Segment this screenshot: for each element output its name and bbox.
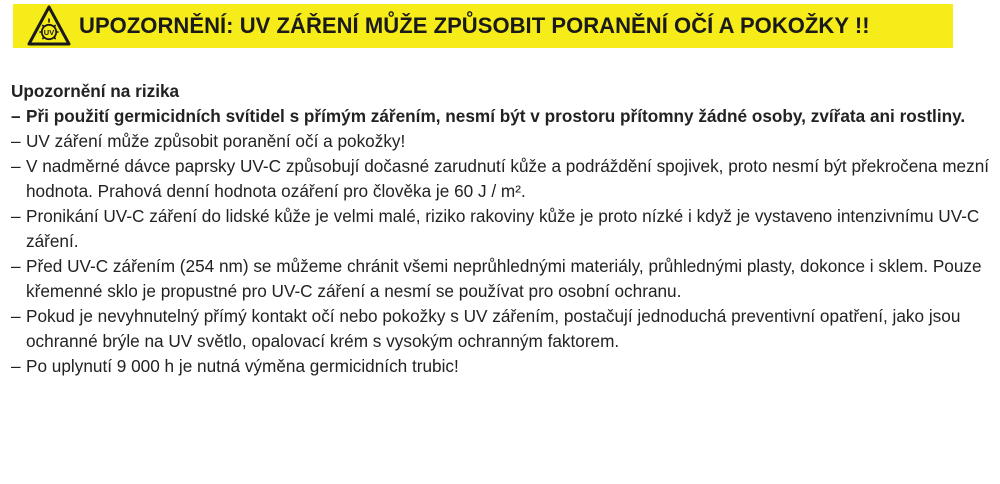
list-dash: – xyxy=(11,156,21,176)
list-item xyxy=(11,104,991,129)
list-item xyxy=(11,154,991,204)
list-item-text: Pronikání UV-C záření do lidské kůže je velmi malé, riziko rakoviny kůže je proto nízké i když je vystaveno intenzivnímu UV-C záření. xyxy=(26,206,980,251)
list-item-text: Při použití germicidních svítidel s přímým zářením, nesmí být v prostoru přítomny žádné osoby, zvířata ani rostliny. xyxy=(26,106,966,126)
list-dash: – xyxy=(11,256,21,276)
list-item-text: Po uplynutí 9 000 h je nutná výměna germicidních trubic! xyxy=(26,356,459,376)
list-dash: – xyxy=(11,356,21,376)
list-dash: – xyxy=(11,106,21,126)
list-item xyxy=(11,254,991,304)
list-item xyxy=(11,304,991,354)
list-dash: – xyxy=(11,206,21,226)
risk-section xyxy=(11,79,991,379)
list-item-text: V nadměrné dávce paprsky UV-C způsobují dočasné zarudnutí kůže a podráždění spojivek, proto nesmí být překročena mezní hodnota. Prahová denní hodnota ozáření pro člověka je 60 J / m². xyxy=(26,156,990,201)
risk-list xyxy=(11,104,991,379)
list-item-text: Pokud je nevyhnutelný přímý kontakt očí nebo pokožky s UV zářením, postačují jednoduchá preventivní opatření, jako jsou ochranné brýle na UV světlo, opalovací krém s vysokým ochranným faktorem. xyxy=(26,306,961,351)
list-item-text: Před UV-C zářením (254 nm) se můžeme chránit všemi neprůhlednými materiály, průhlednými plasty, dokonce i sklem. Pouze křemenné sklo je propustné pro UV-C záření a nesmí se používat pro osobní ochranu. xyxy=(26,256,982,301)
list-dash: – xyxy=(11,131,21,151)
uv-icon-label: UV xyxy=(43,28,55,37)
list-item xyxy=(11,129,991,154)
list-item xyxy=(11,354,991,379)
list-item xyxy=(11,204,991,254)
warning-banner xyxy=(13,4,953,48)
list-item-text: UV záření může způsobit poranění očí a pokožky! xyxy=(26,131,406,151)
section-heading: Upozornění na rizika xyxy=(11,81,180,101)
banner-title: UPOZORNĚNÍ: UV ZÁŘENÍ MŮŽE ZPŮSOBIT PORANĚNÍ OČÍ A POKOŽKY !! xyxy=(79,13,870,38)
uv-warning-icon xyxy=(27,4,85,48)
list-dash: – xyxy=(11,306,21,326)
